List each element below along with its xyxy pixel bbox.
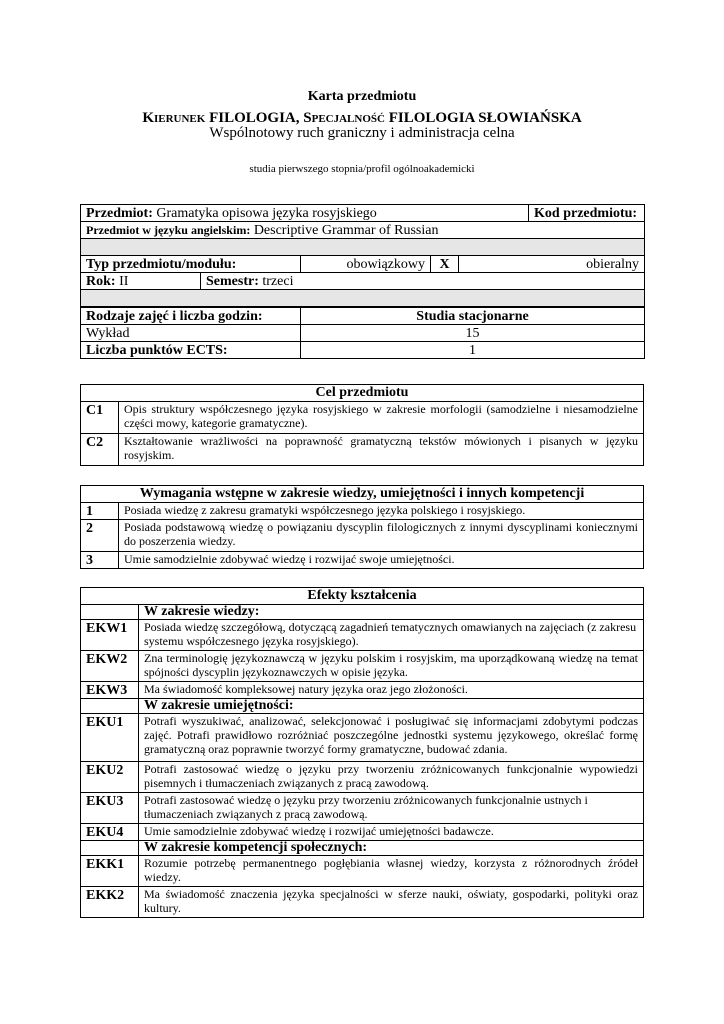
requirement-code: 3 <box>81 552 119 569</box>
subject-code-label: Kod przedmiotu: <box>534 206 638 221</box>
heading-part: IERUNEK <box>153 113 206 125</box>
studies-type-label: Studia stacjonarne <box>416 309 529 324</box>
outcome-code: EKU1 <box>81 714 139 762</box>
outcome-text: Ma świadomość kompleksowej natury języka oraz jego złożoności. <box>139 682 644 699</box>
outcomes-title: Efekty kształcenia <box>81 588 644 605</box>
section-spacer <box>81 605 139 620</box>
goal-code: C1 <box>81 402 119 434</box>
heading-part: K <box>142 110 154 126</box>
requirement-text: Umie samodzielnie zdobywać wiedzę i rozwijać swoje umiejętności. <box>119 552 644 569</box>
elective-cell: obieralny <box>459 256 645 273</box>
year-label: Rok: <box>86 274 116 289</box>
shaded-separator <box>81 290 645 308</box>
classes-label-cell <box>81 307 301 325</box>
outcome-code: EKW1 <box>81 620 139 651</box>
outcome-text: Potrafi zastosować wiedzę o języku przy tworzeniu zróżnicowanych funkcjonalnie ustnych i tłumaczeniach związanych z pracą zawodową. <box>139 793 644 824</box>
classes-label: Rodzaje zajęć i liczba godzin: <box>86 309 263 324</box>
lecture-hours-cell: 15 <box>301 325 645 342</box>
social-section-header: W zakresie kompetencji społecznych: <box>139 841 644 856</box>
specialization-subtitle: Wspólnotowy ruch graniczny i administracja celna <box>209 125 515 141</box>
outcome-text: Ma świadomość znaczenia języka specjalności w sferze nauki, oświaty, gospodarki, polityki oraz kultury. <box>139 887 644 918</box>
subject-english-cell <box>81 222 645 239</box>
studies-type-cell <box>301 307 645 325</box>
ects-label-cell <box>81 342 301 359</box>
subject-english-label: Przedmiot w języku angielskim: <box>86 223 251 237</box>
outcome-code: EKW3 <box>81 682 139 699</box>
semester-label: Semestr: <box>206 274 259 289</box>
outcome-text: Rozumie potrzebę permanentnego pogłębiania własnej wiedzy, korzysta z różnorodnych źródeł wiedzy. <box>139 856 644 887</box>
requirements-title: Wymagania wstępne w zakresie wiedzy, umiejętności i innych kompetencji <box>81 486 644 503</box>
ects-value-cell: 1 <box>301 342 645 359</box>
goals-table <box>80 384 644 466</box>
outcome-code: EKK1 <box>81 856 139 887</box>
outcomes-table <box>80 587 644 918</box>
semester-value: trzeci <box>258 274 294 289</box>
semester-cell <box>201 273 645 290</box>
shaded-separator <box>81 239 645 256</box>
outcome-code: EKU4 <box>81 824 139 841</box>
outcome-code: EKU3 <box>81 793 139 824</box>
type-label-cell <box>81 256 301 273</box>
outcome-code: EKK2 <box>81 887 139 918</box>
knowledge-section-header: W zakresie wiedzy: <box>139 605 644 620</box>
obligatory-cell: obowiązkowy <box>301 256 431 273</box>
subject-label: Przedmiot: <box>86 206 153 221</box>
requirement-code: 2 <box>81 520 119 552</box>
type-label: Typ przedmiotu/modułu: <box>86 257 237 272</box>
heading-part: PECJALNOŚĆ <box>311 113 385 125</box>
requirement-code: 1 <box>81 503 119 520</box>
outcome-text: Umie samodzielnie zdobywać wiedzę i rozwijać umiejętności badawcze. <box>139 824 644 841</box>
subject-name-cell <box>81 205 529 222</box>
ects-label: Liczba punktów ECTS: <box>86 343 228 358</box>
requirement-text: Posiada wiedzę z zakresu gramatyki współczesnego języka polskiego i rosyjskiego. <box>119 503 644 520</box>
requirement-text: Posiada podstawową wiedzę o powiązaniu dyscyplin filologicznych z innymi dyscyplinami koniecznymi do poszerzenia wiedzy. <box>119 520 644 552</box>
goal-code: C2 <box>81 434 119 466</box>
heading-part: FILOLOGIA, S <box>205 110 312 126</box>
lecture-label-cell: Wykład <box>81 325 301 342</box>
goals-title: Cel przedmiotu <box>81 385 644 402</box>
section-spacer <box>81 699 139 714</box>
subject-english-value: Descriptive Grammar of Russian <box>250 223 439 238</box>
selection-mark-cell <box>431 256 459 273</box>
outcome-code: EKW2 <box>81 651 139 682</box>
subject-value: Gramatyka opisowa języka rosyjskiego <box>152 206 377 221</box>
outcome-text: Zna terminologię językoznawczą w języku polskim i rosyjskim, ma uporządkowaną wiedzę na temat spójności dyscyplin językoznawczych w opisie języka. <box>139 651 644 682</box>
skills-section-header: W zakresie umiejętności: <box>139 699 644 714</box>
year-cell <box>81 273 201 290</box>
subject-info-table <box>80 204 644 359</box>
heading-part: FILOLOGIA SŁOWIAŃSKA <box>384 110 582 126</box>
goal-text: Kształtowanie wrażliwości na poprawność gramatyczną tekstów mówionych i pisanych w języku rosyjskim. <box>119 434 644 466</box>
goal-text: Opis struktury współczesnego języka rosyjskiego w zakresie morfologii (samodzielne i niesamodzielne części mowy, kategorie gramatyczne). <box>119 402 644 434</box>
page-title: Karta przedmiotu <box>307 89 417 104</box>
outcome-text: Potrafi zastosować wiedzę o języku przy tworzeniu zróżnicowanych funkcjonalnie wypowiedzi pisemnych i tłumaczeniach związanych z pracą zawodową. <box>139 762 644 793</box>
subject-code-cell <box>529 205 645 222</box>
outcome-code: EKU2 <box>81 762 139 793</box>
requirements-table <box>80 485 644 569</box>
year-value: II <box>115 274 129 289</box>
study-level-note: studia pierwszego stopnia/profil ogólnoakademicki <box>249 163 475 175</box>
outcome-text: Posiada wiedzę szczegółową, dotyczącą zagadnień tematycznych omawianych na zajęciach (z zakresu systemu współczesnego języka rosyjskiego). <box>139 620 644 651</box>
outcome-text: Potrafi wyszukiwać, analizować, selekcjonować i posługiwać się informacjami zdobytymi podczas zajęć. Potrafi prawidłowo rozróżniać poszczególne jednostki systemu językowego, określać formę gramatyczną oraz poprawnie tworzyć formy gramatyczne, budować zdania. <box>139 714 644 762</box>
section-spacer <box>81 841 139 856</box>
selection-mark: X <box>439 257 450 272</box>
